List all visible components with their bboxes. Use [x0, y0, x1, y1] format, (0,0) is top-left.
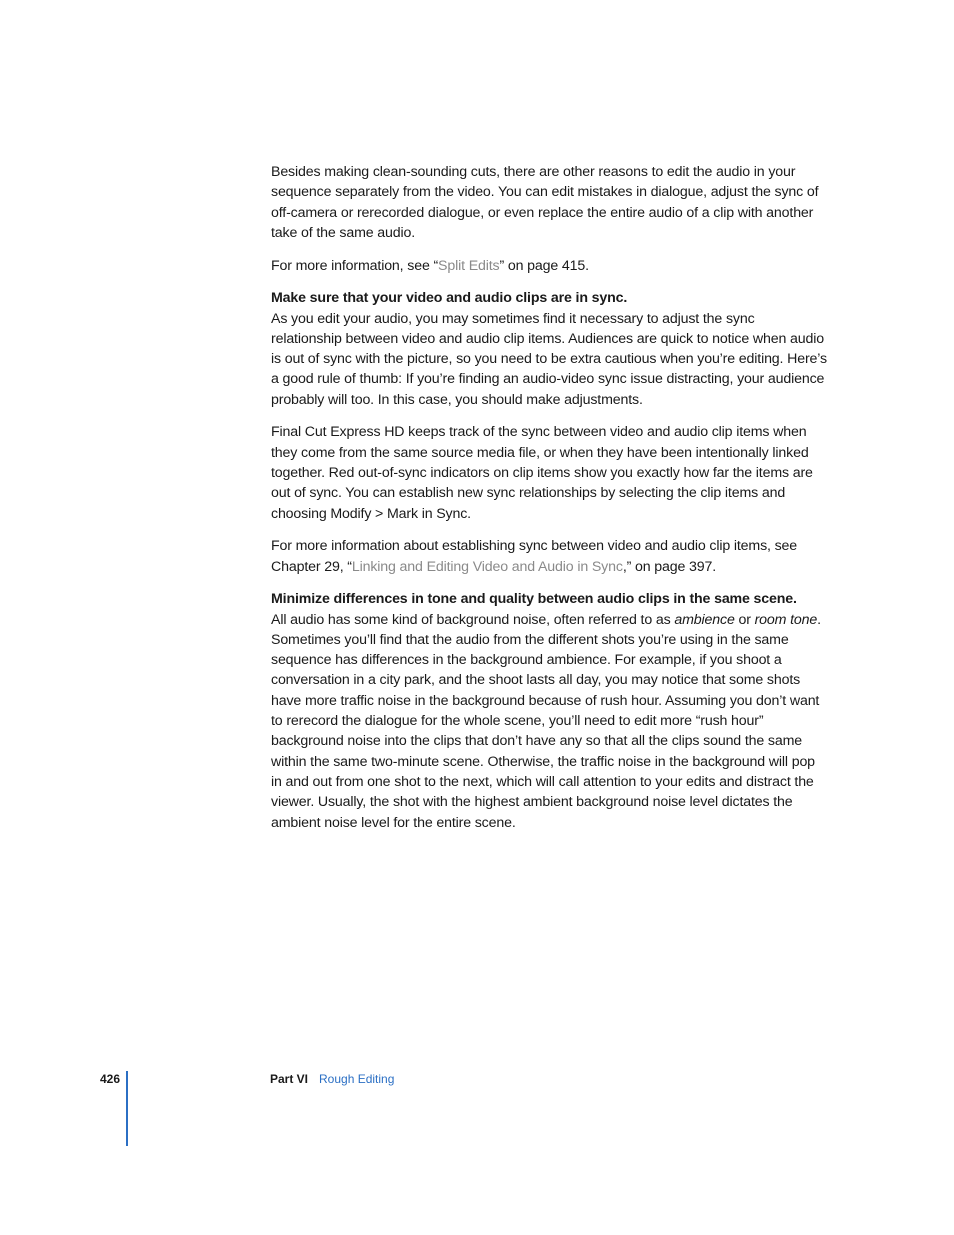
section-heading: Minimize differences in tone and quality between audio clips in the same scene.	[271, 591, 797, 608]
text: . Sometimes you’ll find that the audio from the different shots you’re using in the same sequence has differences in the background ambience. For example, if you shoot a conversation in a city park, and the shoot lasts all day, you may notice that some shots have more traffic noise in the background because of rush hour. Assuming you don’t want to rerecord the dialogue for the whole scene, you’ll need to edit more “rush hour” background noise into the clips that don’t have any so that all the clips sound the same within the same two-minute scene. Otherwise, the traffic noise in the background will pop in and out from one shot to the next, which will call attention to your edits and distract the viewer. Usually, the shot with the highest ambient background noise level dictates the ambient noise level for the entire scene.	[271, 611, 821, 831]
footer-part-label: Part VI	[270, 1072, 309, 1086]
paragraph-cross-reference	[271, 256, 827, 276]
page-body	[271, 162, 827, 845]
section-heading: Make sure that your video and audio clips are in sync.	[271, 290, 628, 307]
paragraph: Final Cut Express HD keeps track of the sync between video and audio clip items when they come from the same source media file, or when they have been intentionally linked together. Red out-of-sync indicators on clip items show you exactly how far the items are out of sync. You can establish new sync relationships by selecting the clip items and choosing Modify > Mark in Sync.	[271, 424, 813, 522]
footer-chapter-link[interactable]: Rough Editing	[319, 1072, 395, 1086]
text: For more information about establishing sync between video and audio clip items, see Chapter 29, “	[271, 538, 798, 575]
footer-divider	[126, 1071, 128, 1146]
emphasis: ambience	[674, 611, 735, 628]
paragraph: Besides making clean-sounding cuts, there are other reasons to edit the audio in your sequence separately from the video. You can edit mistakes in dialogue, adjust the sync of off-camera or rerecorded dialogue, or even replace the entire audio of a clip with another take of the same audio.	[271, 164, 819, 241]
linking-editing-link[interactable]: Linking and Editing Video and Audio in Sync	[351, 558, 623, 575]
split-edits-link[interactable]: Split Edits	[438, 257, 500, 274]
paragraph-cross-reference	[271, 536, 827, 577]
text: All audio has some kind of background noise, often referred to as	[271, 611, 675, 628]
text: ,” on page 397.	[622, 558, 717, 575]
text: For more information, see “	[271, 257, 439, 274]
text: ” on page 415.	[499, 257, 589, 274]
page-number: 426	[99, 1072, 120, 1086]
paragraph-tone	[271, 589, 827, 833]
text: or	[734, 611, 755, 628]
emphasis: room tone	[754, 611, 818, 628]
text: As you edit your audio, you may sometimes find it necessary to adjust the sync relationship between video and audio clip items. Audiences are quick to notice when audio is out of sync with the picture, so you need to be extra cautious when you’re editing. Here’s a good rule of thumb: If you’re finding an audio-video sync issue distracting, your audience probably will too. In this case, you should make adjustments.	[271, 310, 827, 408]
paragraph-sync	[271, 288, 827, 410]
